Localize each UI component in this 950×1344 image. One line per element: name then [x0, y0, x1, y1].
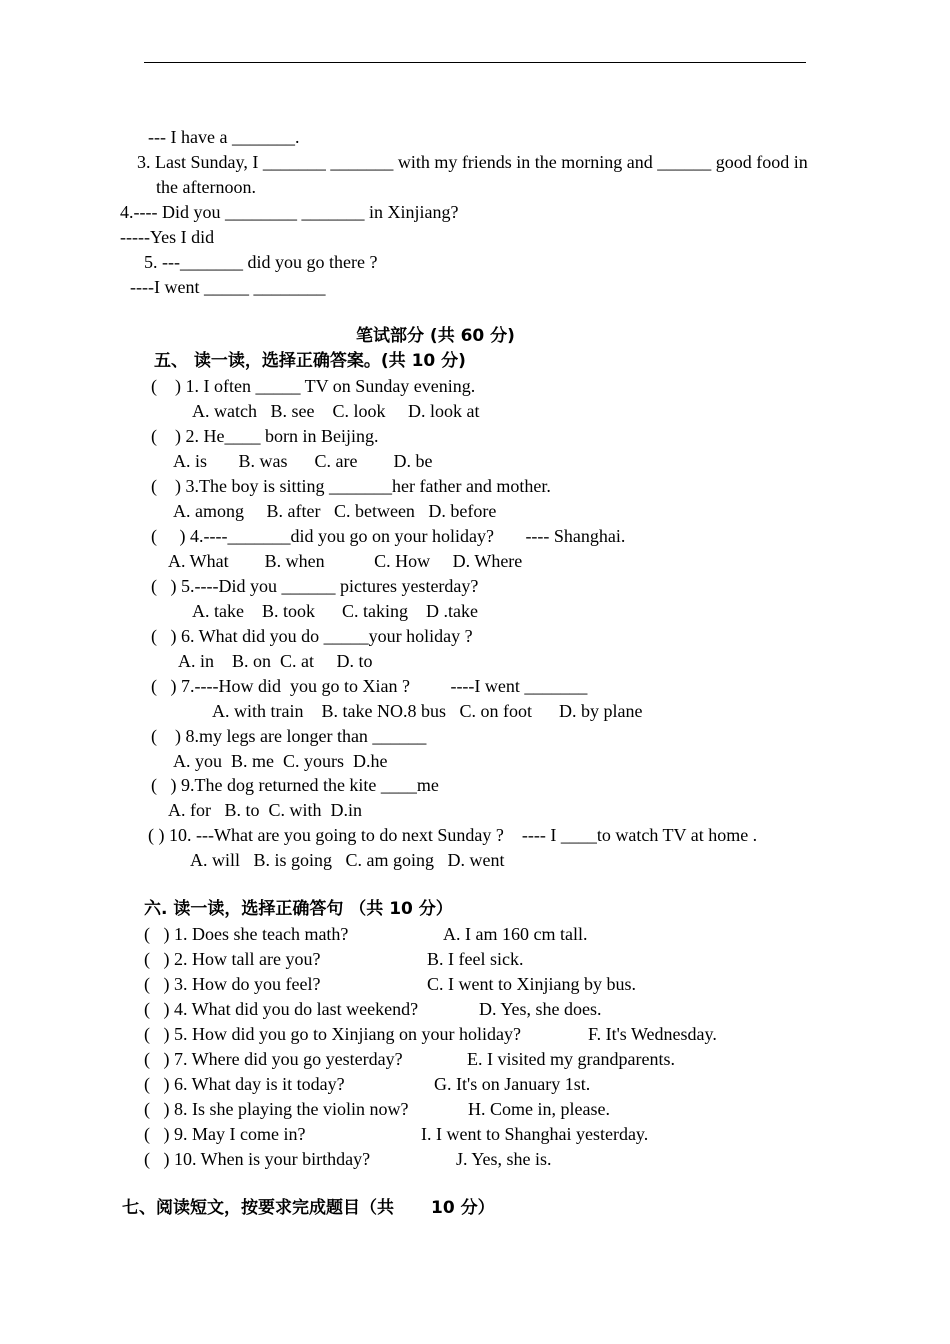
- answer-line: -----Yes I did: [120, 227, 215, 247]
- answer-line: ----I went _____ ________: [130, 277, 326, 297]
- match-answer: I. I went to Shanghai yesterday.: [421, 1124, 649, 1144]
- answer-line: --- I have a _______.: [148, 127, 300, 147]
- match-question: ( ) 2. How tall are you?: [144, 949, 321, 969]
- mc-options: A. with train B. take NO.8 bus C. on foot D. by plane: [212, 701, 643, 721]
- mc-question: ( ) 8.my legs are longer than ______: [151, 726, 427, 746]
- match-answer: F. It's Wednesday.: [588, 1024, 717, 1044]
- section-5-title: 五、 读一读，选择正确答案。(共 10 分): [154, 351, 466, 371]
- match-question: ( ) 1. Does she teach math?: [144, 924, 349, 944]
- mc-question: ( ) 3.The boy is sitting _______her father and mother.: [151, 476, 551, 496]
- mc-question: ( ) 4.----_______did you go on your holiday? ---- Shanghai.: [151, 526, 626, 546]
- match-answer: A. I am 160 cm tall.: [443, 924, 588, 944]
- question-3-continued: the afternoon.: [156, 177, 256, 197]
- mc-options: A. for B. to C. with D.in: [168, 800, 363, 820]
- question-4: 4.---- Did you ________ _______ in Xinjiang?: [120, 202, 459, 222]
- mc-question: ( ) 7.----How did you go to Xian ? ----I went _______: [151, 676, 588, 696]
- mc-question: ( ) 2. He____ born in Beijing.: [151, 426, 379, 446]
- mc-question: ( ) 9.The dog returned the kite ____me: [151, 775, 439, 795]
- match-question: ( ) 6. What day is it today?: [144, 1074, 345, 1094]
- mc-options: A. you B. me C. yours D.he: [173, 751, 388, 771]
- mc-options: A. will B. is going C. am going D. went: [190, 850, 505, 870]
- header-rule: [144, 62, 806, 63]
- match-answer: H. Come in, please.: [468, 1099, 610, 1119]
- mc-options: A. take B. took C. taking D .take: [192, 601, 478, 621]
- question-5: 5. ---_______ did you go there ?: [144, 252, 378, 272]
- mc-question: ( ) 5.----Did you ______ pictures yesterday?: [151, 576, 479, 596]
- section-7-title: 七、阅读短文，按要求完成题目（共: [122, 1198, 394, 1218]
- match-question: ( ) 10. When is your birthday?: [144, 1149, 371, 1169]
- match-question: ( ) 7. Where did you go yesterday?: [144, 1049, 403, 1069]
- match-question: ( ) 5. How did you go to Xinjiang on your holiday?: [144, 1024, 521, 1044]
- match-answer: B. I feel sick.: [427, 949, 524, 969]
- mc-question: ( ) 10. ---What are you going to do next Sunday ? ---- I ____to watch TV at home .: [148, 825, 758, 845]
- match-question: ( ) 9. May I come in?: [144, 1124, 306, 1144]
- section-7-points: 10 分）: [431, 1198, 495, 1218]
- written-part-heading: 笔试部分 (共 60 分): [356, 326, 515, 346]
- mc-question: ( ) 1. I often _____ TV on Sunday evening.: [151, 376, 476, 396]
- match-question: ( ) 3. How do you feel?: [144, 974, 321, 994]
- mc-options: A. watch B. see C. look D. look at: [192, 401, 480, 421]
- mc-options: A. in B. on C. at D. to: [178, 651, 373, 671]
- match-answer: C. I went to Xinjiang by bus.: [427, 974, 636, 994]
- mc-options: A. among B. after C. between D. before: [173, 501, 497, 521]
- question-3: 3. Last Sunday, I _______ _______ with my friends in the morning and ______ good food in: [137, 152, 808, 172]
- match-question: ( ) 4. What did you do last weekend?: [144, 999, 419, 1019]
- mc-question: ( ) 6. What did you do _____your holiday ?: [151, 626, 473, 646]
- match-answer: E. I visited my grandparents.: [467, 1049, 675, 1069]
- section-6-title: 六. 读一读，选择正确答句 （共 10 分）: [144, 899, 453, 919]
- match-answer: G. It's on January 1st.: [434, 1074, 591, 1094]
- match-question: ( ) 8. Is she playing the violin now?: [144, 1099, 409, 1119]
- match-answer: J. Yes, she is.: [456, 1149, 552, 1169]
- match-answer: D. Yes, she does.: [479, 999, 602, 1019]
- mc-options: A. is B. was C. are D. be: [173, 451, 433, 471]
- mc-options: A. What B. when C. How D. Where: [168, 551, 523, 571]
